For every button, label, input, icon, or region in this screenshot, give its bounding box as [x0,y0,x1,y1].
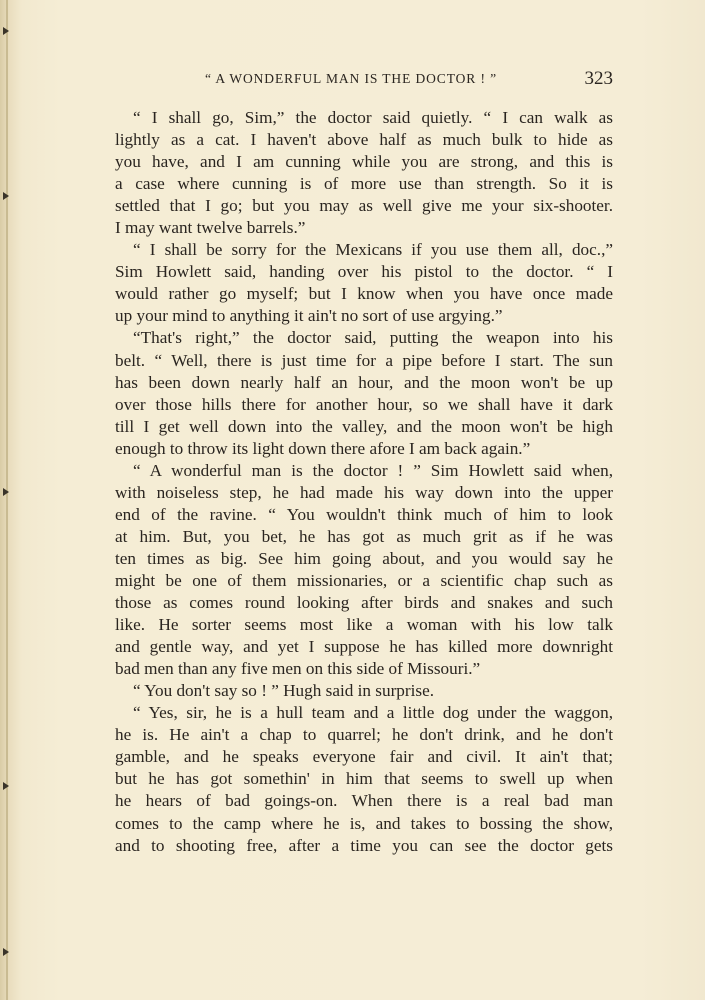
text-line: “ You don't say so ! ” Hugh said in surprise. [133,681,434,701]
running-title: “ A WONDERFUL MAN IS THE DOCTOR ! ” [205,71,498,86]
gutter-arrow-icon [3,488,9,496]
text-line: gamble, and he speaks everyone fair and civil. It ain't that; [115,747,613,767]
text-line: up your mind to anything it ain't no sort of use argying.” [115,306,503,326]
text-line: ten times as big. See him going about, and you would say he [115,548,613,568]
gutter-arrow-icon [3,782,9,790]
text-line: end of the ravine. “ You wouldn't think much of him to look [115,504,613,524]
text-line: a case where cunning is of more use than strength. So it is [115,174,613,194]
text-line: those as comes round looking after birds and snakes and such [115,593,613,613]
text-line: “ I shall be sorry for the Mexicans if you use them all, doc.,” [133,240,613,260]
text-line: you have, and I am cunning while you are strong, and this is [115,152,613,172]
page-number: 323 [584,68,613,89]
text-line: Sim Howlett said, handing over his pistol to the doctor. “ I [115,262,613,282]
text-line: bad men than any five men on this side of Missouri.” [115,659,481,679]
text-line: with noiseless step, he had made his way down into the upper [115,482,613,502]
text-line: I may want twelve barrels.” [115,218,306,238]
text-line: over those hills there for another hour, so we shall have it dark [115,394,613,414]
text-line: “ Yes, sir, he is a hull team and a little dog under the waggon, [133,703,613,723]
text-line: would rather go myself; but I know when you have once made [115,284,613,304]
text-line: till I get well down into the valley, and the moon won't be high [115,416,613,436]
text-line: but he has got somethin' in him that seems to swell up when [115,769,613,789]
text-line: “ A wonderful man is the doctor ! ” Sim Howlett said when, [133,460,613,480]
gutter-arrow-icon [3,192,9,200]
page-gutter [6,0,8,1000]
text-line: and to shooting free, after a time you can see the doctor gets [115,835,613,855]
text-line: “That's right,” the doctor said, putting the weapon into his [133,328,613,348]
text-line: like. He sorter seems most like a woman with his low talk [115,615,613,635]
body-text [115,107,613,857]
gutter-arrow-icon [3,948,9,956]
gutter-arrow-icon [3,27,9,35]
running-head [115,68,613,92]
text-line: comes to the camp where he is, and takes to bossing the show, [115,813,613,833]
text-line: lightly as a cat. I haven't above half as much bulk to hide as [115,130,613,150]
text-line: and gentle way, and yet I suppose he has killed more downright [115,637,613,657]
text-line: he is. He ain't a chap to quarrel; he don't drink, and he don't [115,725,613,745]
text-line: might be one of them missionaries, or a scientific chap such as [115,570,613,590]
text-line: has been down nearly half an hour, and the moon won't be up [115,372,613,392]
text-line: he hears of bad goings-on. When there is a real bad man [115,791,613,811]
text-line: settled that I go; but you may as well give me your six-shooter. [115,196,613,216]
text-line: “ I shall go, Sim,” the doctor said quietly. “ I can walk as [133,108,613,127]
text-line: at him. But, you bet, he has got as much grit as if he was [115,526,613,546]
text-line: enough to throw its light down there afore I am back again.” [115,438,531,458]
text-line: belt. “ Well, there is just time for a pipe before I start. The sun [115,350,613,370]
